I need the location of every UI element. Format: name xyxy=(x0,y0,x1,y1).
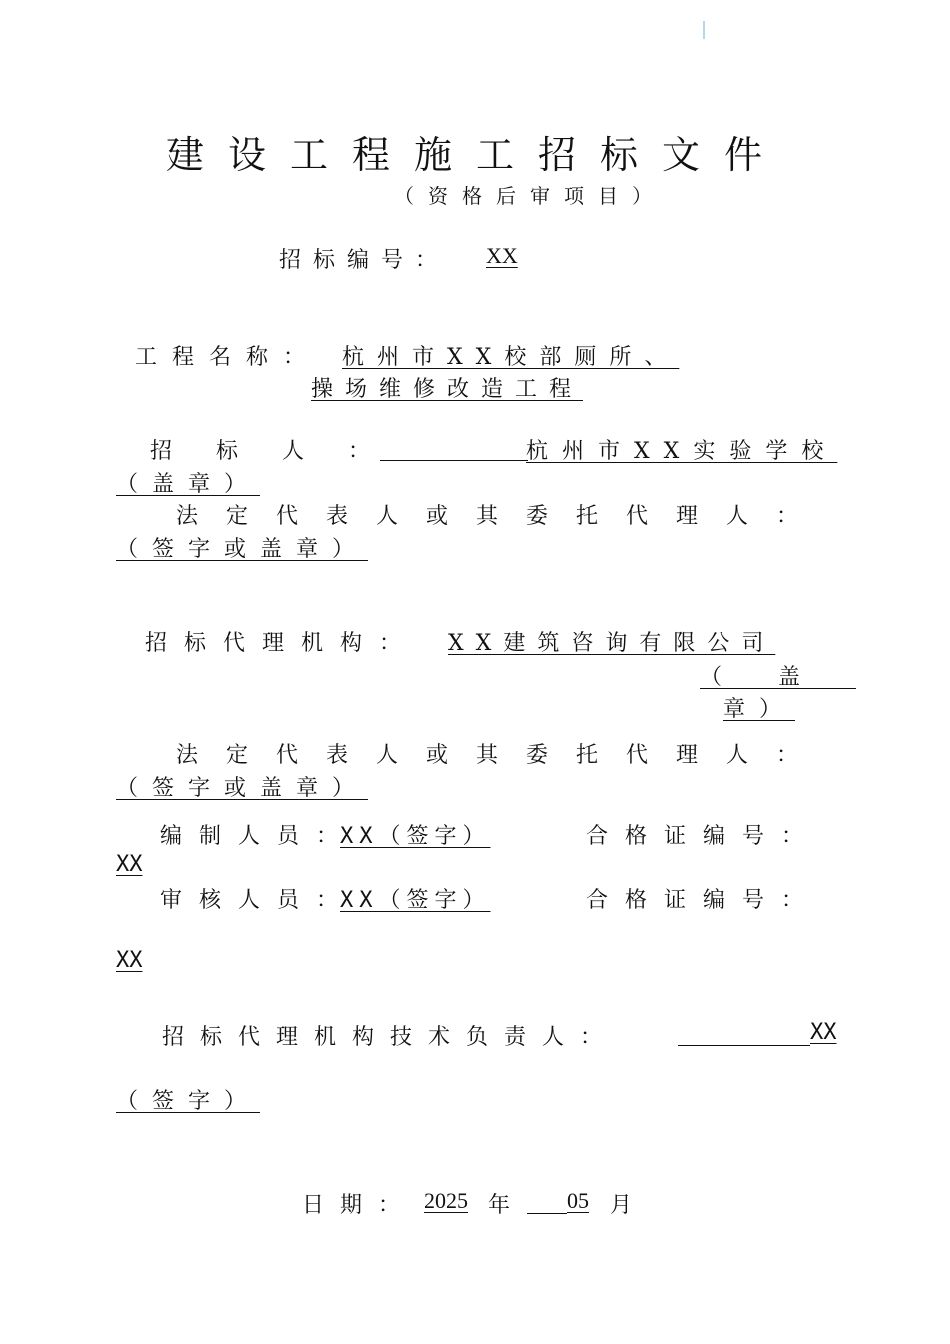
project-name-line1: 杭州市XX校部厕所、 xyxy=(342,345,680,370)
tech-lead-blank-line xyxy=(678,1044,810,1046)
reviewer-label: 审核人员： xyxy=(160,888,356,913)
tenderer-label: 招标人： xyxy=(150,439,415,464)
tenderer-stamp-note: （盖章） xyxy=(116,472,261,497)
agency-stamp-note-part2: 章） xyxy=(722,697,795,722)
tenderer-legal-rep-label: 法定代表人或其委托代理人： xyxy=(176,504,827,529)
compiler-value: XX（签字） xyxy=(340,824,491,849)
agency-label: 招标代理机构： xyxy=(145,631,419,656)
reviewer-cert-value: XX xyxy=(116,948,143,973)
date-year: 2025 xyxy=(424,1188,468,1213)
tech-lead-sign-note: （签字） xyxy=(116,1089,261,1114)
reviewer-value: XX（签字） xyxy=(340,888,491,913)
tech-lead-value: XX xyxy=(810,1020,837,1045)
agency-value: XX建筑咨询有限公司 xyxy=(448,631,776,656)
tenderer-blank-line xyxy=(380,459,528,461)
reviewer-cert-label: 合格证编号： xyxy=(586,888,821,913)
date-month-blank-line xyxy=(527,1212,567,1214)
date-month: 05 xyxy=(567,1188,589,1213)
text-cursor-mark xyxy=(703,21,705,39)
bid-number-value: XX xyxy=(486,243,518,268)
date-label: 日期： xyxy=(302,1193,417,1218)
document-title: 建设工程施工招标文件 xyxy=(166,133,787,177)
compiler-cert-label: 合格证编号： xyxy=(586,824,821,849)
project-name-label: 工程名称： xyxy=(135,345,321,370)
bid-number-label: 招标编号： xyxy=(279,248,450,273)
date-month-unit: 月 xyxy=(610,1193,633,1218)
project-name-line2: 操场维修改造工程 xyxy=(311,377,584,402)
tenderer-legal-rep-sign-note: （签字或盖章） xyxy=(116,537,369,562)
tech-lead-label: 招标代理机构技术负责人： xyxy=(162,1025,619,1050)
agency-stamp-note-part1: （盖 xyxy=(700,665,857,690)
compiler-cert-value: XX xyxy=(116,852,143,877)
tenderer-value: 杭州市XX实验学校 xyxy=(526,439,838,464)
date-year-unit: 年 xyxy=(488,1193,511,1218)
agency-legal-rep-label: 法定代表人或其委托代理人： xyxy=(176,743,827,768)
compiler-label: 编制人员： xyxy=(160,824,356,849)
agency-legal-rep-sign-note: （签字或盖章） xyxy=(116,776,369,801)
document-subtitle: （资格后审项目） xyxy=(394,184,666,208)
